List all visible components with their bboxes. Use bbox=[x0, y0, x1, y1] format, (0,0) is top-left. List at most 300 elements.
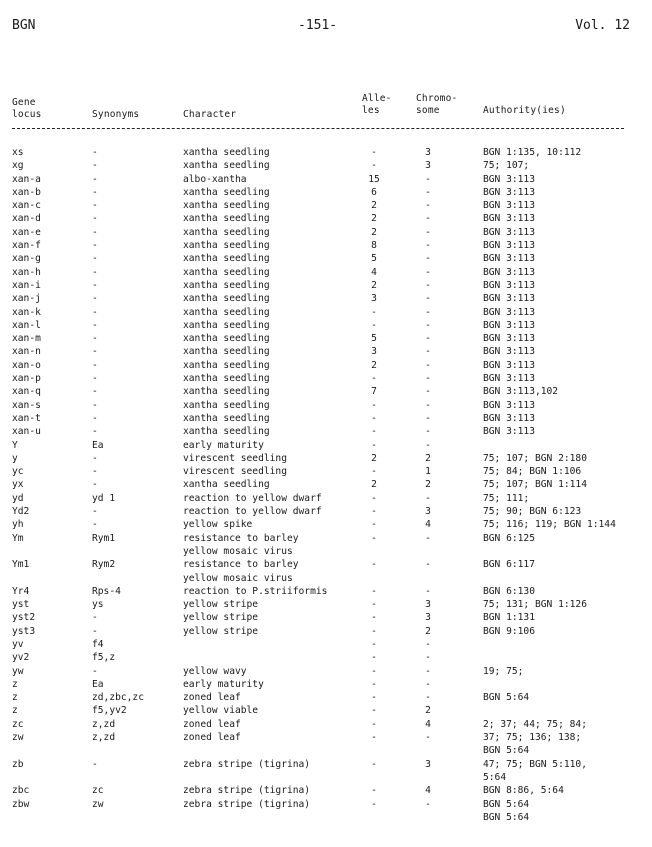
cell-alleles: - bbox=[371, 412, 377, 424]
cell-chromosome: - bbox=[425, 638, 431, 650]
cell-alleles: 15 bbox=[368, 173, 380, 185]
cell-synonyms: - bbox=[92, 412, 98, 424]
cell-gene-locus: yst3 bbox=[12, 625, 36, 637]
cell-chromosome: - bbox=[425, 186, 431, 198]
cell-alleles: - bbox=[371, 638, 377, 650]
cell-chromosome: - bbox=[425, 692, 431, 704]
cell-gene-locus: zc bbox=[12, 718, 24, 730]
cell-character: xantha seedling bbox=[183, 226, 270, 238]
cell-authority: 37; 75; 136; 138; BGN 5:64 bbox=[483, 732, 582, 757]
cell-character: virescent seedling bbox=[183, 452, 287, 464]
cell-gene-locus: Y bbox=[12, 439, 18, 451]
cell-authority: BGN 3:113 bbox=[483, 346, 535, 358]
cell-chromosome: - bbox=[425, 346, 431, 358]
cell-chromosome: - bbox=[425, 279, 431, 291]
cell-character: xantha seedling bbox=[183, 306, 270, 318]
cell-character: yellow wavy bbox=[183, 665, 247, 677]
table-row bbox=[0, 651, 652, 664]
cell-authority: BGN 3:113 bbox=[483, 426, 535, 438]
cell-chromosome: - bbox=[425, 213, 431, 225]
cell-gene-locus: xan-t bbox=[12, 412, 41, 424]
column-header-authority: Authority(ies) bbox=[483, 105, 566, 116]
column-header-gene: Gene locus bbox=[12, 97, 42, 120]
table-row bbox=[0, 319, 652, 332]
table-row bbox=[0, 598, 652, 611]
cell-alleles: - bbox=[371, 692, 377, 704]
cell-gene-locus: yx bbox=[12, 479, 24, 491]
cell-chromosome: 4 bbox=[425, 785, 431, 797]
cell-chromosome: - bbox=[425, 306, 431, 318]
cell-gene-locus: xan-d bbox=[12, 213, 41, 225]
cell-gene-locus: yw bbox=[12, 665, 24, 677]
table-row bbox=[0, 372, 652, 385]
cell-chromosome: - bbox=[425, 678, 431, 690]
cell-chromosome: - bbox=[425, 439, 431, 451]
cell-gene-locus: zbc bbox=[12, 785, 30, 797]
cell-character: xantha seedling bbox=[183, 386, 270, 398]
table-row bbox=[0, 385, 652, 398]
cell-gene-locus: xs bbox=[12, 147, 24, 158]
cell-gene-locus: z bbox=[12, 705, 18, 717]
table-row bbox=[0, 412, 652, 425]
cell-alleles: 5 bbox=[371, 333, 377, 345]
cell-gene-locus: xan-h bbox=[12, 266, 41, 278]
cell-synonyms: - bbox=[92, 279, 98, 291]
cell-authority: BGN 6:117 bbox=[483, 559, 535, 571]
cell-gene-locus: yh bbox=[12, 519, 24, 531]
cell-authority: BGN 3:113 bbox=[483, 333, 535, 345]
cell-gene-locus: xan-g bbox=[12, 253, 41, 265]
cell-synonyms: f4 bbox=[92, 638, 104, 650]
column-header-alleles: Alle- les bbox=[362, 93, 392, 116]
cell-gene-locus: yd bbox=[12, 492, 24, 504]
cell-character: xantha seedling bbox=[183, 253, 270, 265]
cell-character: yellow spike bbox=[183, 519, 253, 531]
cell-synonyms: - bbox=[92, 665, 98, 677]
cell-gene-locus: xan-u bbox=[12, 426, 41, 438]
cell-alleles: - bbox=[371, 652, 377, 664]
cell-character: xantha seedling bbox=[183, 200, 270, 212]
cell-alleles: - bbox=[371, 665, 377, 677]
cell-character: yellow stripe bbox=[183, 599, 259, 611]
cell-gene-locus: xan-e bbox=[12, 226, 41, 238]
cell-authority: BGN 3:113 bbox=[483, 279, 535, 291]
table-row bbox=[0, 691, 652, 704]
table-row bbox=[0, 718, 652, 731]
cell-chromosome: - bbox=[425, 426, 431, 438]
cell-gene-locus: yst bbox=[12, 599, 30, 611]
cell-character: xantha seedling bbox=[183, 266, 270, 278]
cell-character: xantha seedling bbox=[183, 319, 270, 331]
cell-authority: BGN 3:113 bbox=[483, 240, 535, 252]
cell-authority: BGN 5:64 BGN 5:64 bbox=[483, 798, 530, 823]
table-row bbox=[0, 306, 652, 319]
table-row bbox=[0, 678, 652, 691]
cell-character: xantha seedling bbox=[183, 160, 270, 172]
cell-authority: 75; 111; bbox=[483, 492, 530, 504]
cell-synonyms: - bbox=[92, 319, 98, 331]
cell-gene-locus: xan-o bbox=[12, 359, 41, 371]
cell-alleles: - bbox=[371, 373, 377, 385]
cell-synonyms: - bbox=[92, 612, 98, 624]
table-row bbox=[0, 585, 652, 598]
cell-gene-locus: xan-f bbox=[12, 240, 41, 252]
cell-character: xantha seedling bbox=[183, 147, 270, 158]
cell-synonyms: - bbox=[92, 758, 98, 770]
table-row bbox=[0, 452, 652, 465]
cell-character: zebra stripe (tigrina) bbox=[183, 798, 311, 810]
table-row bbox=[0, 226, 652, 239]
cell-synonyms: - bbox=[92, 373, 98, 385]
cell-authority: BGN 3:113 bbox=[483, 319, 535, 331]
table-row bbox=[0, 159, 652, 172]
table-row bbox=[0, 252, 652, 265]
cell-chromosome: - bbox=[425, 665, 431, 677]
cell-alleles: 2 bbox=[371, 479, 377, 491]
cell-alleles: 8 bbox=[371, 240, 377, 252]
cell-gene-locus: zw bbox=[12, 732, 24, 744]
cell-gene-locus: xan-q bbox=[12, 386, 41, 398]
table-row bbox=[0, 199, 652, 212]
header-journal: BGN bbox=[12, 18, 36, 33]
table-row bbox=[0, 439, 652, 452]
cell-chromosome: - bbox=[425, 226, 431, 238]
cell-authority: 75; 116; 119; BGN 1:144 bbox=[483, 519, 616, 531]
table-row bbox=[0, 332, 652, 345]
cell-alleles: - bbox=[371, 732, 377, 744]
cell-alleles: 4 bbox=[371, 266, 377, 278]
table-row bbox=[0, 731, 652, 758]
cell-authority: 19; 75; bbox=[483, 665, 524, 677]
cell-alleles: - bbox=[371, 492, 377, 504]
volume-label: Vol. 12 bbox=[575, 18, 630, 33]
cell-gene-locus: yv bbox=[12, 638, 24, 650]
cell-gene-locus: xan-m bbox=[12, 333, 41, 345]
cell-synonyms: - bbox=[92, 452, 98, 464]
cell-character: xantha seedling bbox=[183, 279, 270, 291]
header-rule bbox=[12, 128, 624, 129]
table-row bbox=[0, 465, 652, 478]
cell-authority: 75; 84; BGN 1:106 bbox=[483, 466, 582, 478]
cell-gene-locus: z bbox=[12, 678, 18, 690]
cell-chromosome: - bbox=[425, 412, 431, 424]
cell-character: reaction to P.striiformis bbox=[183, 585, 328, 597]
cell-character: xantha seedling bbox=[183, 412, 270, 424]
cell-character: early maturity bbox=[183, 678, 264, 690]
cell-gene-locus: Ym bbox=[12, 532, 24, 544]
cell-authority: BGN 3:113 bbox=[483, 226, 535, 238]
table-row bbox=[0, 146, 652, 159]
cell-character: resistance to barley yellow mosaic virus bbox=[183, 532, 299, 557]
cell-alleles: - bbox=[371, 532, 377, 544]
cell-synonyms: f5,z bbox=[92, 652, 116, 664]
cell-gene-locus: yv2 bbox=[12, 652, 30, 664]
cell-synonyms: f5,yv2 bbox=[92, 705, 127, 717]
column-header-chromosome: Chromo- some bbox=[416, 93, 458, 116]
cell-chromosome: 3 bbox=[425, 160, 431, 172]
cell-synonyms: zc bbox=[92, 785, 104, 797]
cell-gene-locus: zb bbox=[12, 758, 24, 770]
table-row bbox=[0, 492, 652, 505]
cell-authority: BGN 3:113 bbox=[483, 213, 535, 225]
cell-chromosome: 3 bbox=[425, 147, 431, 158]
cell-alleles: - bbox=[371, 466, 377, 478]
cell-synonyms: - bbox=[92, 426, 98, 438]
cell-alleles: - bbox=[371, 718, 377, 730]
cell-gene-locus: z bbox=[12, 692, 18, 704]
cell-alleles: 2 bbox=[371, 226, 377, 238]
cell-alleles: - bbox=[371, 519, 377, 531]
cell-chromosome: 3 bbox=[425, 506, 431, 518]
cell-character: xantha seedling bbox=[183, 346, 270, 358]
cell-authority: 75; 90; BGN 6:123 bbox=[483, 506, 582, 518]
table-row bbox=[0, 266, 652, 279]
cell-alleles: - bbox=[371, 147, 377, 158]
cell-alleles: 2 bbox=[371, 452, 377, 464]
cell-synonyms: - bbox=[92, 147, 98, 158]
column-header-character: Character bbox=[183, 109, 237, 120]
cell-synonyms: Rym2 bbox=[92, 559, 116, 571]
cell-gene-locus: xan-p bbox=[12, 373, 41, 385]
cell-authority: BGN 1:131 bbox=[483, 612, 535, 624]
cell-chromosome: - bbox=[425, 373, 431, 385]
cell-synonyms: Ea bbox=[92, 678, 104, 690]
cell-gene-locus: xan-i bbox=[12, 279, 41, 291]
cell-authority: BGN 3:113 bbox=[483, 200, 535, 212]
table-row bbox=[0, 279, 652, 292]
cell-gene-locus: yc bbox=[12, 466, 24, 478]
cell-chromosome: - bbox=[425, 399, 431, 411]
cell-synonyms: - bbox=[92, 213, 98, 225]
cell-alleles: 2 bbox=[371, 200, 377, 212]
cell-authority: BGN 9:106 bbox=[483, 625, 535, 637]
cell-alleles: 2 bbox=[371, 359, 377, 371]
table-row bbox=[0, 665, 652, 678]
cell-synonyms: - bbox=[92, 293, 98, 305]
cell-alleles: - bbox=[371, 585, 377, 597]
cell-chromosome: - bbox=[425, 333, 431, 345]
cell-alleles: - bbox=[371, 678, 377, 690]
cell-chromosome: - bbox=[425, 798, 431, 810]
table-row bbox=[0, 359, 652, 372]
cell-gene-locus: xan-c bbox=[12, 200, 41, 212]
cell-alleles: - bbox=[371, 306, 377, 318]
cell-chromosome: 3 bbox=[425, 758, 431, 770]
cell-authority: 47; 75; BGN 5:110, 5:64 bbox=[483, 758, 587, 783]
cell-gene-locus: Yr4 bbox=[12, 585, 30, 597]
cell-alleles: 7 bbox=[371, 386, 377, 398]
cell-synonyms: - bbox=[92, 466, 98, 478]
cell-authority: BGN 6:130 bbox=[483, 585, 535, 597]
cell-authority: BGN 5:64 bbox=[483, 692, 530, 704]
cell-chromosome: 2 bbox=[425, 479, 431, 491]
table-row bbox=[0, 292, 652, 305]
cell-authority: BGN 3:113 bbox=[483, 412, 535, 424]
cell-character: reaction to yellow dwarf bbox=[183, 506, 322, 518]
cell-character: xantha seedling bbox=[183, 373, 270, 385]
cell-authority: 75; 131; BGN 1:126 bbox=[483, 599, 587, 611]
cell-authority: BGN 8:86, 5:64 bbox=[483, 785, 564, 797]
cell-chromosome: - bbox=[425, 732, 431, 744]
cell-alleles: 2 bbox=[371, 213, 377, 225]
page-number: -151- bbox=[298, 18, 338, 33]
cell-chromosome: - bbox=[425, 173, 431, 185]
cell-chromosome: 4 bbox=[425, 519, 431, 531]
cell-authority: BGN 3:113 bbox=[483, 373, 535, 385]
cell-alleles: - bbox=[371, 705, 377, 717]
cell-synonyms: Rym1 bbox=[92, 532, 116, 544]
cell-gene-locus: xg bbox=[12, 160, 24, 172]
cell-synonyms: zd,zbc,zc bbox=[92, 692, 144, 704]
table-row bbox=[0, 638, 652, 651]
cell-character: early maturity bbox=[183, 439, 264, 451]
cell-character: xantha seedling bbox=[183, 293, 270, 305]
table-row bbox=[0, 399, 652, 412]
cell-chromosome: - bbox=[425, 240, 431, 252]
cell-authority: BGN 3:113 bbox=[483, 186, 535, 198]
cell-gene-locus: xan-s bbox=[12, 399, 41, 411]
cell-authority: BGN 1:135, 10:112 bbox=[483, 147, 582, 158]
cell-authority: BGN 3:113 bbox=[483, 253, 535, 265]
table-row bbox=[0, 611, 652, 624]
cell-character: reaction to yellow dwarf bbox=[183, 492, 322, 504]
cell-character: zoned leaf bbox=[183, 692, 241, 704]
cell-synonyms: - bbox=[92, 506, 98, 518]
cell-synonyms: - bbox=[92, 266, 98, 278]
cell-gene-locus: Yd2 bbox=[12, 506, 30, 518]
cell-synonyms: - bbox=[92, 186, 98, 198]
cell-synonyms: - bbox=[92, 253, 98, 265]
cell-character: xantha seedling bbox=[183, 213, 270, 225]
cell-character: yellow stripe bbox=[183, 625, 259, 637]
cell-chromosome: - bbox=[425, 559, 431, 571]
cell-synonyms: - bbox=[92, 200, 98, 212]
table-row bbox=[0, 505, 652, 518]
cell-authority: BGN 3:113 bbox=[483, 293, 535, 305]
cell-authority: BGN 3:113 bbox=[483, 306, 535, 318]
cell-synonyms: - bbox=[92, 240, 98, 252]
cell-chromosome: 2 bbox=[425, 452, 431, 464]
cell-synonyms: yd 1 bbox=[92, 492, 116, 504]
cell-chromosome: - bbox=[425, 359, 431, 371]
cell-alleles: - bbox=[371, 798, 377, 810]
cell-authority: BGN 3:113 bbox=[483, 173, 535, 185]
cell-alleles: - bbox=[371, 785, 377, 797]
cell-chromosome: - bbox=[425, 293, 431, 305]
cell-chromosome: - bbox=[425, 585, 431, 597]
table-row bbox=[0, 425, 652, 438]
cell-synonyms: - bbox=[92, 346, 98, 358]
cell-chromosome: - bbox=[425, 492, 431, 504]
table-row bbox=[0, 625, 652, 638]
cell-character: virescent seedling bbox=[183, 466, 287, 478]
cell-authority: BGN 3:113 bbox=[483, 359, 535, 371]
cell-synonyms: - bbox=[92, 479, 98, 491]
cell-character: zoned leaf bbox=[183, 718, 241, 730]
table-row bbox=[0, 478, 652, 491]
cell-synonyms: - bbox=[92, 333, 98, 345]
cell-alleles: - bbox=[371, 399, 377, 411]
cell-character: zoned leaf bbox=[183, 732, 241, 744]
cell-authority: 75; 107; bbox=[483, 160, 530, 172]
cell-synonyms: - bbox=[92, 160, 98, 172]
cell-synonyms: zw bbox=[92, 798, 104, 810]
cell-authority: BGN 3:113 bbox=[483, 399, 535, 411]
cell-chromosome: - bbox=[425, 253, 431, 265]
cell-character: xantha seedling bbox=[183, 359, 270, 371]
table-row bbox=[0, 173, 652, 186]
cell-synonyms: Ea bbox=[92, 439, 104, 451]
cell-alleles: - bbox=[371, 625, 377, 637]
cell-alleles: - bbox=[371, 319, 377, 331]
cell-synonyms: Rps-4 bbox=[92, 585, 121, 597]
cell-synonyms: ys bbox=[92, 599, 104, 611]
cell-character: xantha seedling bbox=[183, 399, 270, 411]
table-row bbox=[0, 798, 652, 825]
cell-chromosome: - bbox=[425, 266, 431, 278]
table-row bbox=[0, 518, 652, 531]
cell-synonyms: - bbox=[92, 359, 98, 371]
cell-character: zebra stripe (tigrina) bbox=[183, 758, 311, 770]
cell-character: xantha seedling bbox=[183, 333, 270, 345]
cell-chromosome: - bbox=[425, 652, 431, 664]
table-row bbox=[0, 532, 652, 559]
cell-synonyms: - bbox=[92, 386, 98, 398]
cell-alleles: 3 bbox=[371, 293, 377, 305]
cell-character: xantha seedling bbox=[183, 240, 270, 252]
cell-authority: 2; 37; 44; 75; 84; bbox=[483, 718, 587, 730]
table-row bbox=[0, 345, 652, 358]
cell-alleles: - bbox=[371, 758, 377, 770]
column-header-synonyms: Synonyms bbox=[92, 109, 140, 120]
table-row bbox=[0, 212, 652, 225]
cell-synonyms: - bbox=[92, 306, 98, 318]
cell-chromosome: 4 bbox=[425, 718, 431, 730]
cell-gene-locus: y bbox=[12, 452, 18, 464]
cell-character: yellow viable bbox=[183, 705, 259, 717]
cell-alleles: - bbox=[371, 612, 377, 624]
cell-gene-locus: Ym1 bbox=[12, 559, 30, 571]
cell-alleles: - bbox=[371, 559, 377, 571]
cell-character: zebra stripe (tigrina) bbox=[183, 785, 311, 797]
cell-chromosome: - bbox=[425, 532, 431, 544]
table-row bbox=[0, 558, 652, 585]
cell-alleles: - bbox=[371, 426, 377, 438]
cell-character: xantha seedling bbox=[183, 479, 270, 491]
cell-synonyms: - bbox=[92, 625, 98, 637]
cell-chromosome: 3 bbox=[425, 612, 431, 624]
table-row bbox=[0, 758, 652, 785]
cell-gene-locus: xan-n bbox=[12, 346, 41, 358]
cell-character: xantha seedling bbox=[183, 186, 270, 198]
cell-chromosome: - bbox=[425, 200, 431, 212]
cell-authority: 75; 107; BGN 2:180 bbox=[483, 452, 587, 464]
cell-synonyms: - bbox=[92, 519, 98, 531]
cell-alleles: - bbox=[371, 506, 377, 518]
cell-gene-locus: xan-l bbox=[12, 319, 41, 331]
table-row bbox=[0, 704, 652, 717]
cell-synonyms: z,zd bbox=[92, 732, 116, 744]
cell-alleles: 5 bbox=[371, 253, 377, 265]
cell-alleles: - bbox=[371, 439, 377, 451]
cell-authority: BGN 6:125 bbox=[483, 532, 535, 544]
cell-gene-locus: xan-j bbox=[12, 293, 41, 305]
cell-synonyms: - bbox=[92, 226, 98, 238]
cell-alleles: - bbox=[371, 160, 377, 172]
cell-chromosome: 1 bbox=[425, 466, 431, 478]
cell-authority: 75; 107; BGN 1:114 bbox=[483, 479, 587, 491]
cell-alleles: - bbox=[371, 599, 377, 611]
